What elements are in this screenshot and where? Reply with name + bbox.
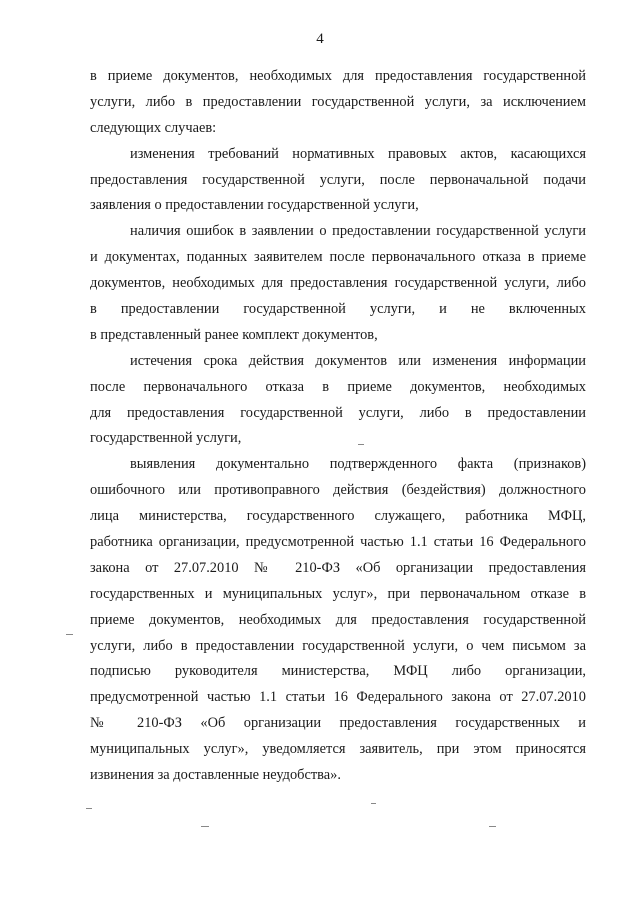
text-line: следующих случаев: [90,119,217,136]
text-line: предусмотренной частью 1.1 статьи 16 Федерального закона от 27.07.2010 [90,689,586,706]
text-line: после первоначального отказа в приеме документов, необходимых [90,378,586,395]
scan-mark [66,634,73,635]
paragraph [90,219,586,348]
text-line: выявления документально подтвержденного факта (признаков) [130,456,586,473]
page-number: 4 [316,31,324,47]
text-line: истечения срока действия документов или изменения информации [130,352,586,369]
text-line: для предоставления государственной услуги, либо в предоставлении [90,404,586,421]
paragraph [90,452,586,789]
text-line: наличия ошибок в заявлении о предоставлении государственной услуги [130,223,586,240]
text-line: услуги, либо в предоставлении государственной услуги, о чем письмом за [90,637,586,654]
scan-mark [86,808,92,809]
scan-mark [201,826,209,827]
text-line: в представленный ранее комплект документов, [90,326,378,343]
text-line: подписью руководителя министерства, МФЦ либо организации, [90,663,586,680]
text-line: и документах, поданных заявителем после первоначального отказа в приеме [90,249,586,266]
text-line: заявления о предоставлении государственной услуги, [90,197,419,214]
scan-mark [371,803,376,804]
text-line: изменения требований нормативных правовых актов, касающихся [130,145,586,162]
scan-mark [358,444,364,445]
text-line: извинения за доставленные неудобства». [90,767,341,784]
text-line: государственной услуги, [90,430,242,447]
text-line: в предоставлении государственной услуги, и не включенных [90,301,586,318]
paragraph [90,349,586,453]
scan-mark [489,826,496,827]
text-line: предоставления государственной услуги, после первоначальной подачи [90,171,586,188]
text-line: ошибочного или противоправного действия (бездействия) должностного [90,482,586,499]
text-line: закона от 27.07.2010 № 210-ФЗ «Об организации предоставления [90,559,586,576]
text-line: работника организации, предусмотренной частью 1.1 статьи 16 Федерального [90,534,586,551]
text-line: № 210-ФЗ «Об организации предоставления государственных и [90,715,586,732]
text-line: государственных и муниципальных услуг», при первоначальном отказе в [90,585,586,602]
paragraph [90,142,586,220]
body-text [90,64,586,789]
text-line: в приеме документов, необходимых для предоставления государственной [90,68,586,84]
text-line: лица министерства, государственного служащего, работника МФЦ, [90,508,586,525]
text-line: услуги, либо в предоставлении государственной услуги, за исключением [90,93,586,110]
paragraph [90,64,586,142]
text-line: приеме документов, необходимых для предоставления государственной [90,611,586,628]
text-line: муниципальных услуг», уведомляется заявитель, при этом приносятся [90,741,586,758]
text-line: документов, необходимых для предоставления государственной услуги, либо [90,275,586,292]
